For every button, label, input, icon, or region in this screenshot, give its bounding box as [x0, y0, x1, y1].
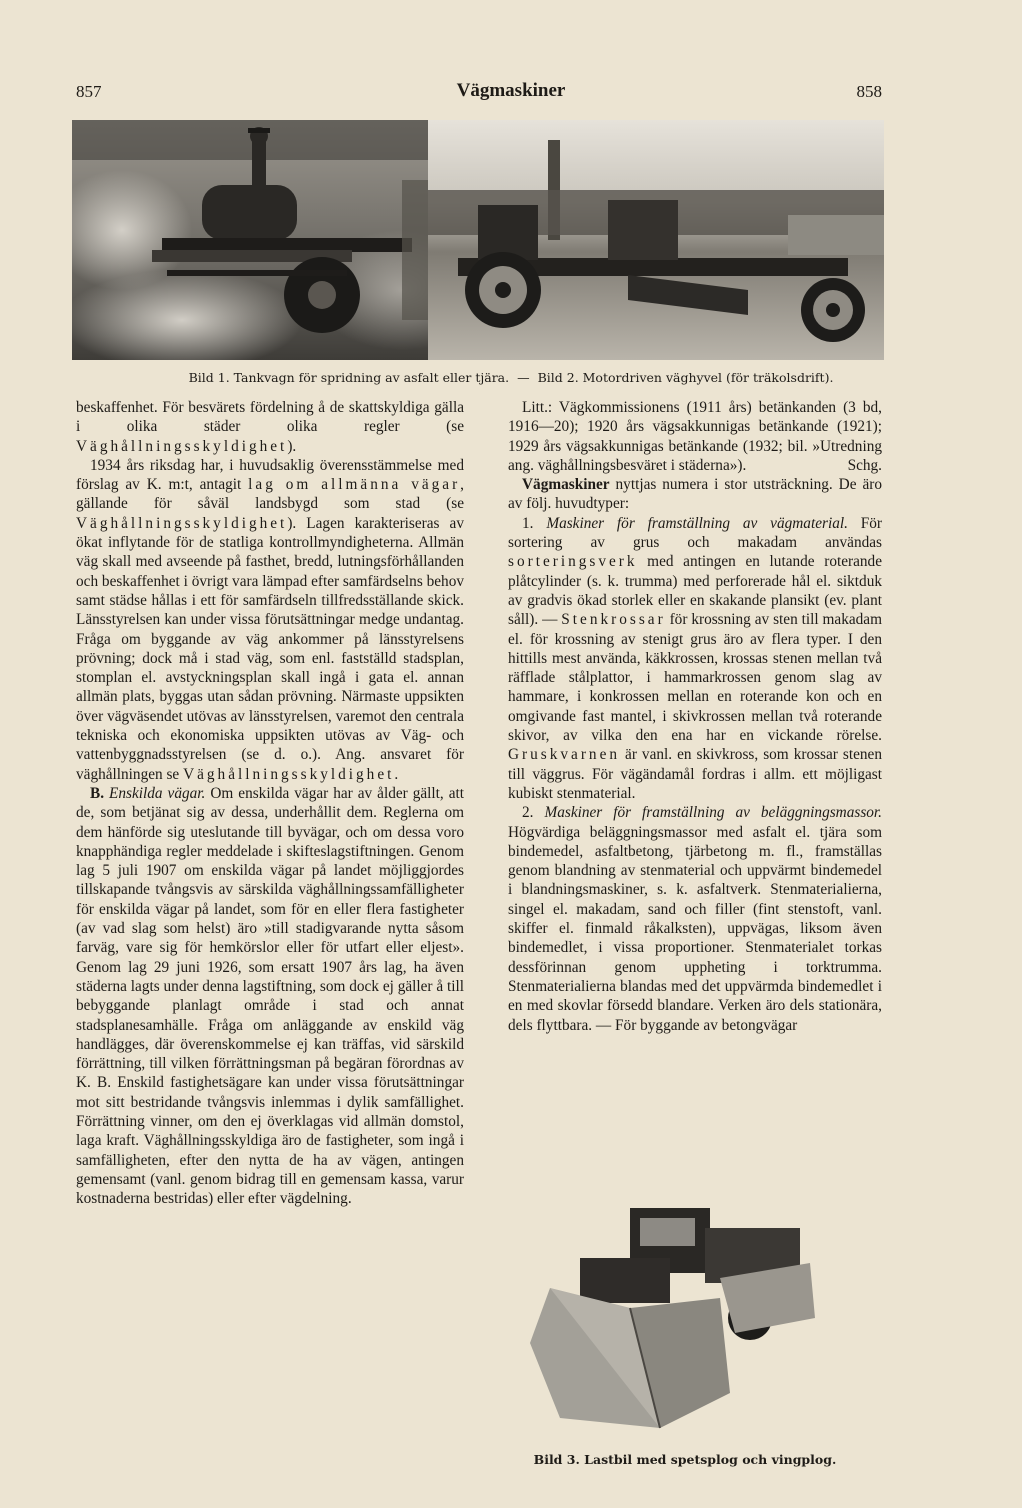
- right-page-number: 858: [856, 82, 882, 101]
- bild2-caption: Bild 2. Motordriven väghyvel (för träkolsdrift).: [537, 370, 834, 385]
- text-run: 1934 års riksdag har, i huvudsaklig överensstämmelse med förslag av K. m:t, antagit: [76, 456, 464, 494]
- section-heading: Enskilda vägar.: [109, 784, 206, 802]
- section-number: 2.: [522, 804, 534, 822]
- author-signature: Schg.: [847, 456, 882, 474]
- text-run: beskaffenhet. För besvärets fördelning å de skattskyldiga gälla i olika städer olika regler (se: [76, 399, 464, 436]
- left-page-number: 857: [76, 82, 102, 101]
- text-run: .: [394, 765, 399, 783]
- text-run: För sortering av grus och makadam användas: [508, 514, 883, 552]
- text-run: för krossning av sten till makadam el. för krossning av stenigt grus äro av flera typer. I den hittills mest använda, käkkrossen, krossas stenen mellan två räfflade stålplattor, i hammarkrossen genom slag av hammare, i konkrossen mellan en roterande kon och en omgivande fast mantel, i skivkrossen mellan två roterande skivor, av vilka den ena har en vickande rörelse.: [508, 611, 882, 745]
- term: Gruskvarnen: [508, 746, 621, 764]
- paragraph: [508, 398, 882, 475]
- tank-wagon-illustration: [72, 120, 476, 360]
- paragraph: [508, 514, 882, 803]
- photo-plow-truck: [520, 1168, 820, 1448]
- caption-separator: —: [517, 370, 530, 385]
- text-run: med antingen en lutande roterande plåtcylinder (s. k. trumma) med perforerade hål el. siktduk av gradvis ökad storlek eller en skakande plansikt (ev. plant såll). —: [508, 553, 882, 629]
- bild1-caption: Bild 1. Tankvagn för spridning av asfalt eller tjära.: [188, 370, 510, 385]
- text-run: nyttjas numera i stor utsträckning. De äro av följ. huvudtyper:: [508, 476, 882, 513]
- term: sorteringsverk: [508, 553, 638, 571]
- right-text-column: [508, 398, 882, 1035]
- paragraph: [76, 456, 464, 784]
- road-grader-illustration: [428, 120, 884, 360]
- photo-road-grader: [428, 120, 884, 360]
- text-run: Högvärdiga beläggningsmassor med asfalt el. tjära som bindemedel, asfaltbetong, tjärbetong m. fl., framställas genom blandning av stenmaterial och uppvärmt bindemedel i blandningsmaskiner, s. k. asfaltverk. Stenmaterialierna, singel el. makadam, sand och filler (fint stenstoft, vanl. skiffer el. finmald råkalksten), uppvägas, liksom även bindemedlet, i vissa proportioner. Stenmaterialet torkas dessförinnan genom uppheting i torktrumma. Stenmaterialierna blandas med det uppvärmda bindemedlet i en med skovlar försedd blandare. Verken äro dels stationära, dels flyttbara. — För byggande av betongvägar: [508, 823, 882, 1034]
- article-heading: Vägmaskiner: [522, 476, 610, 494]
- text-run: : Vägkommissionens (1911 års) betänkanden (3 bd, 1916—20); 1920 års vägsakkunnigas betänkande (1921); 1929 års vägsakkunnigas betänkande (1932; bil. »Utredning ang. väghållningsbesväret i städerna»).: [508, 399, 882, 474]
- literature-label: Litt.: [522, 399, 548, 416]
- section-number: 1.: [522, 514, 534, 532]
- section-heading: Maskiner för framställning av vägmaterial.: [546, 514, 848, 532]
- paragraph: [76, 784, 464, 1209]
- text-run: är vanl. en skivkross, som krossar stenen till väggrus. För vägändamål fordras i allm. ett möjligast kubiskt stenmaterial.: [508, 746, 882, 802]
- law-title: lag om allmänna vägar: [248, 476, 461, 494]
- bild3-caption: Bild 3. Lastbil med spetsplog och vingplog.: [533, 1452, 837, 1467]
- text-run: Om enskilda vägar har av ålder gällt, att de, som betjänat sig av dessa, underhållit dem. Reglerna om dem hänförde sig uteslutande till byvägar, och om dessa voro knapphändiga regler meddelade i skifteslagstiftningen. Genom lag 5 juli 1907 om enskilda vägar på landet möjliggjordes tillskapande tvångsvis av särskilda väghållningssamfälligheter för enskilda vägar på landet, som för en eller flera fastigheter (av vad slag som helst) äro »till stadigvarande nytta såsom farväg, vare sig för hemkörslor eller för utfart eller eljest». Genom lag 29 juni 1926, som ersatt 1907 års lag, ha även städerna lagts under denna lagstiftning, som dock ej gäller å till bebyggande planlagt område i stad och annat stadsplanesamhälle. Fråga om anläggande av enskild väg handlägges, där överenskommelse ej kan träffas, vid särskild förrättning, till vilken förrättningsman på begäran förordnas av K. B. Enskild fastighetsägare kan under vissa förutsättningar mot sitt bestridande tvångsvis inlemmas i dylik samfällighet. Förrättning vinner, om den ej överklagas vid allmän domstol, laga kraft. Väghållningsskyldiga äro de fastigheter, som ingå i samfälligheten, efter den nytta de ha av vägen, antingen gemensamt (vanl. genom bidrag till en gemensam kassa, varur kostnaderna bestridas) eller efter vägdelning.: [76, 784, 464, 1208]
- running-title: Vägmaskiner: [456, 80, 566, 101]
- text-run: ).: [287, 437, 297, 455]
- paragraph: [508, 475, 882, 514]
- paragraph: [76, 398, 464, 456]
- cross-reference: Väghållningsskyldighet: [183, 765, 395, 783]
- term: Stenkrossar: [561, 611, 666, 629]
- section-label: B.: [90, 784, 105, 802]
- cross-reference: Väghållningsskyldighet: [76, 437, 288, 455]
- photo-tank-wagon: [72, 120, 476, 360]
- figure-captions-row: [0, 370, 1022, 385]
- plow-truck-illustration: [520, 1168, 820, 1448]
- page-header: [0, 78, 1022, 108]
- paragraph: [508, 803, 882, 1035]
- section-heading: Maskiner för framställning av beläggningsmassor.: [544, 804, 882, 822]
- left-text-column: [76, 398, 464, 1208]
- text-run: , gällande för såväl landsbygd som stad (se: [76, 476, 464, 513]
- cross-reference: Väghållningsskyldighet: [76, 514, 288, 532]
- text-run: ). Lagen karakteriseras av ökat inflytande för de statliga kontrollmyndigheterna. Allmän väg skall med avseende på fasthet, bredd, lutningsförhållanden och beskaffenhet i övrigt vara lämpad efter samfärdselns behov samt städse hållas i ett för samfärdseln tillfredsställande skick. Länsstyrelsen kan under vissa förutsättningar medge undantag. Fråga om byggande av väg ankommer på länsstyrelsens prövning; dock må i stad väg, som enl. fastställd stadsplan, stomplan el. avstyckningsplan skall ingå i gata el. annan allmän plats, byggas utan sådan prövning. Närmaste uppsikten över vägväsendet utövas av länsstyrelsen, varemot den centrala tekniska och ekonomiska uppsikten utövas av Väg- och vattenbyggnadsstyrelsen (se d. o.). Ang. ansvaret för väghållningen se: [76, 514, 464, 783]
